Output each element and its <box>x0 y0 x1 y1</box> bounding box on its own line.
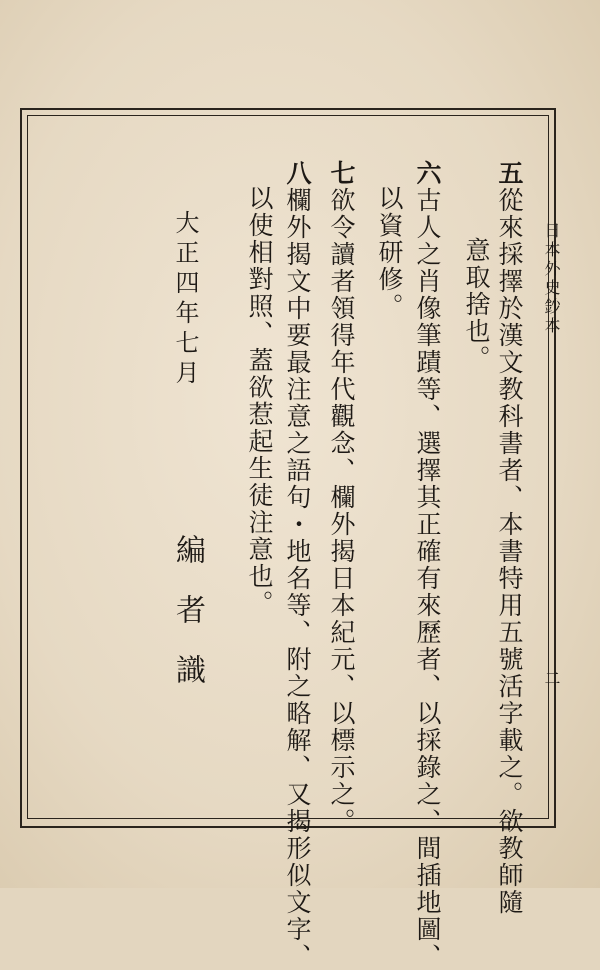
page-number: 二 <box>542 670 561 689</box>
running-title: 日本外史鈔本 <box>542 222 561 336</box>
item-text: 古人之肖像筆蹟等、選擇其正確有來歷者、以採錄之、間插地圖、 <box>413 187 442 970</box>
item-8-line-1 <box>285 160 310 970</box>
item-8-line-2: 以使相對照、蓋欲惹起生徒注意也。 <box>245 185 274 617</box>
editor-signature: 編 者 識 <box>170 534 205 684</box>
item-number: 七 <box>327 160 356 187</box>
item-text: 欄外揭文中要最注意之語句・地名等、附之略解、又揭形似文字、 <box>283 187 312 970</box>
item-6-line-2: 以資研修。 <box>375 185 404 320</box>
item-5-line-2: 意取捨也。 <box>462 237 491 372</box>
item-6-line-1 <box>415 160 440 970</box>
item-number: 六 <box>413 160 442 187</box>
item-7-line-1 <box>329 160 354 835</box>
item-text: 欲令讀者領得年代觀念、欄外揭日本紀元、以標示之。 <box>327 187 356 835</box>
preface-date: 大正四年七月 <box>171 210 199 390</box>
item-text: 從來採擇於漢文教科書者、本書特用五號活字載之。欲教師隨 <box>495 187 524 916</box>
item-number: 八 <box>283 160 312 187</box>
item-5-line-1 <box>497 160 522 916</box>
item-number: 五 <box>495 160 524 187</box>
